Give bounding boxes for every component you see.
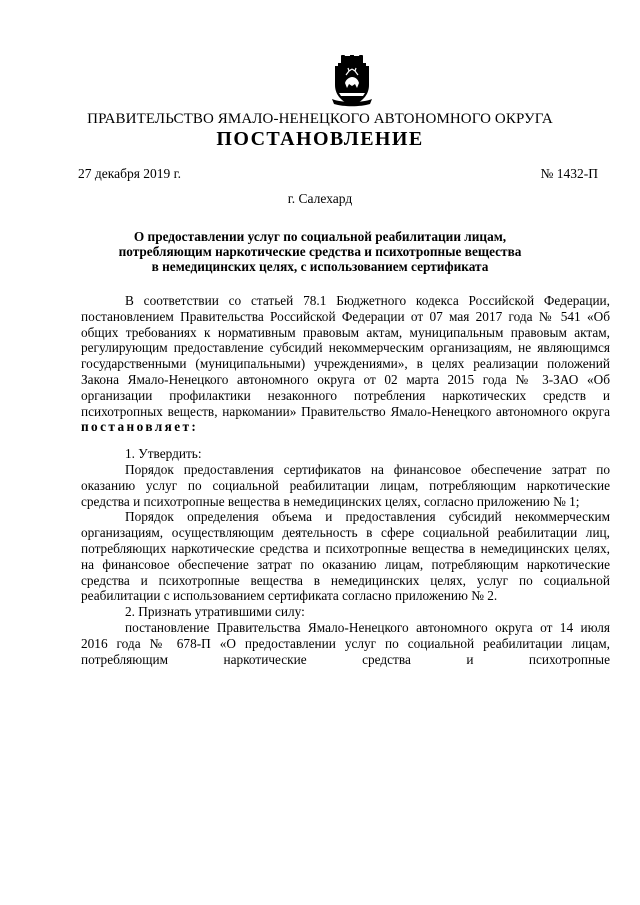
title-line: потребляющим наркотические средства и психотропные вещества: [118, 244, 522, 259]
yamal-nenets-coat-of-arms-icon: [328, 55, 376, 107]
title-line: в немедицинских целях, с использованием сертификата: [151, 259, 489, 274]
item-1-a-paragraph: Порядок предоставления сертификатов на финансовое обеспечение затрат по оказанию услуг по социальной реабилитации лицам, потребляющим наркотические средства и психотропные вещества в немедицинских целях, согласно приложению № 1;: [81, 461, 610, 509]
document-city: г. Салехард: [287, 191, 353, 206]
item-1-heading: 1. Утвердить:: [125, 446, 202, 462]
preamble-paragraph: [81, 293, 610, 435]
preamble-resolves: постановляет:: [81, 419, 199, 435]
document-type: ПОСТАНОВЛЕНИЕ: [216, 128, 424, 150]
item-2-a-paragraph: постановление Правительства Ямало-Ненецкого автономного округа от 14 июля 2016 года № 678-П «О предоставлении услуг по социальной реабилитации лицам, потребляющим наркотические средства и психотропные: [81, 619, 610, 667]
document-number: № 1432-П: [540, 166, 598, 181]
government-name: ПРАВИТЕЛЬСТВО ЯМАЛО-НЕНЕЦКОГО АВТОНОМНОГО ОКРУГА: [87, 111, 553, 127]
title-line: О предоставлении услуг по социальной реабилитации лицам,: [133, 229, 507, 244]
document-title: [0, 229, 640, 274]
item-2-heading: 2. Признать утратившими силу:: [125, 604, 305, 620]
document-date: 27 декабря 2019 г.: [78, 166, 182, 181]
document-body: [81, 293, 610, 667]
item-1-b-paragraph: Порядок определения объема и предоставления субсидий некоммерческим организациям, осуществляющим деятельность в сфере социальной реабилитации лиц, потребляющих наркотические средства и психотропные вещества в немедицинских целях, на финансовое обеспечение затрат по оказанию лицам, потребляющим наркотические средства и психотропные вещества в немедицинских целях, услуг по социальной реабилитации с использованием сертификата согласно приложению № 2.: [81, 509, 610, 604]
preamble-text: В соответствии со статьей 78.1 Бюджетного кодекса Российской Федерации, постановлением Правительства Российской Федерации от 07 мая 2017 года № 541 «Об общих требованиях к нормативным правовым актам, муниципальным правовым актам, регулирующим предоставление субсидий некоммерческим организациям, не являющимся государственными (муниципальными) учреждениями», в целях реализации положений Закона Ямало-Ненецкого автономного округа от 02 марта 2015 года № 3-ЗАО «Об организации профилактики незаконного потребления наркотических средств и психотропных веществ, наркомании» Правительство Ямало-Ненецкого автономного округа: [81, 293, 610, 419]
